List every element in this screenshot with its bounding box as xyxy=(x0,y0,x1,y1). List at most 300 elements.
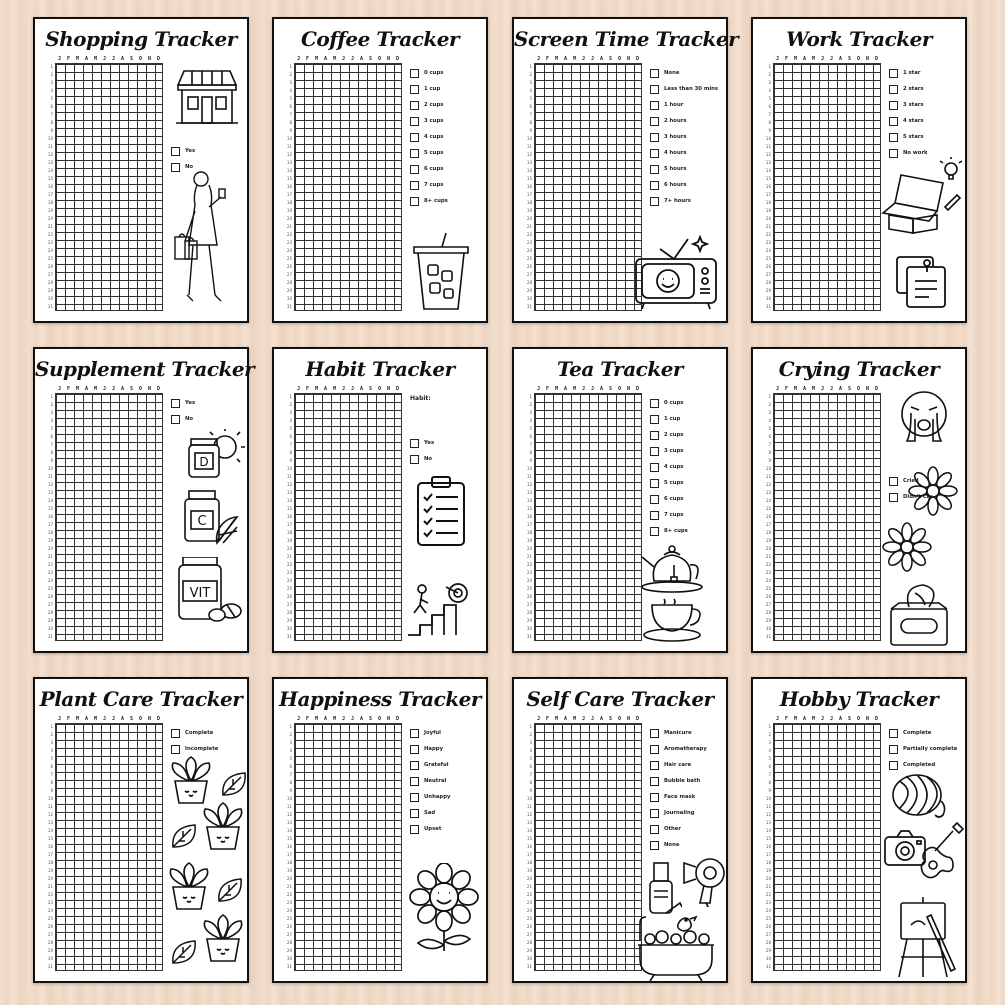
day-number: 16 xyxy=(765,184,771,189)
month-label: M xyxy=(93,56,97,62)
day-number: 20 xyxy=(765,546,771,551)
month-label: N xyxy=(147,716,151,722)
legend-option[interactable] xyxy=(650,805,726,821)
teacup-icon xyxy=(642,597,706,643)
legend-option[interactable] xyxy=(650,145,726,161)
month-label: F xyxy=(545,386,549,392)
day-number: 16 xyxy=(526,184,532,189)
legend-option[interactable] xyxy=(171,395,247,411)
month-label: N xyxy=(626,386,630,392)
month-label: J xyxy=(829,386,833,392)
day-number: 25 xyxy=(526,586,532,591)
day-number: 30 xyxy=(526,296,532,301)
month-label: D xyxy=(874,56,878,62)
card-title: Tea Tracker xyxy=(557,357,683,381)
legend-checkbox[interactable] xyxy=(171,415,180,424)
legend-option[interactable] xyxy=(650,65,726,81)
day-number: 31 xyxy=(526,304,532,309)
legend-option[interactable] xyxy=(410,161,486,177)
day-number: 9 xyxy=(289,458,292,463)
legend-checkbox[interactable] xyxy=(171,399,180,408)
legend-option[interactable] xyxy=(650,113,726,129)
legend-checkbox[interactable] xyxy=(410,165,419,174)
shopping-woman-icon xyxy=(171,167,231,317)
legend-option[interactable] xyxy=(410,113,486,129)
legend-label: No work xyxy=(903,150,928,156)
legend-label: 1 hour xyxy=(664,102,684,108)
day-number: 14 xyxy=(765,498,771,503)
day-number: 31 xyxy=(526,964,532,969)
legend-checkbox[interactable] xyxy=(650,69,659,78)
day-number: 14 xyxy=(47,498,53,503)
legend-checkbox[interactable] xyxy=(410,85,419,94)
legend xyxy=(650,65,726,209)
month-label: M xyxy=(75,716,79,722)
legend-option[interactable] xyxy=(410,435,486,451)
month-header xyxy=(534,386,642,393)
legend-checkbox[interactable] xyxy=(650,777,659,786)
legend-option[interactable] xyxy=(410,805,486,821)
legend-label: 1 cup xyxy=(664,416,681,422)
leaf-icon xyxy=(169,821,199,851)
day-number: 21 xyxy=(47,224,53,229)
legend-option[interactable] xyxy=(650,475,726,491)
tracking-grid[interactable] xyxy=(534,63,642,311)
tracking-grid[interactable] xyxy=(55,393,163,641)
legend-option[interactable] xyxy=(889,741,965,757)
card-title: Habit Tracker xyxy=(305,357,455,381)
legend-option[interactable] xyxy=(650,97,726,113)
legend-label: 1 cup xyxy=(424,86,441,92)
day-number: 26 xyxy=(47,924,53,929)
flower-icon xyxy=(881,521,933,573)
day-number: 1 xyxy=(289,724,292,729)
day-numbers xyxy=(757,63,771,311)
stairs-goal-icon xyxy=(406,581,476,637)
legend-checkbox[interactable] xyxy=(410,439,419,448)
day-number: 26 xyxy=(286,594,292,599)
legend-checkbox[interactable] xyxy=(410,745,419,754)
month-label: S xyxy=(847,716,851,722)
month-header xyxy=(294,386,402,393)
legend-checkbox[interactable] xyxy=(410,825,419,834)
month-label: O xyxy=(856,56,860,62)
day-number: 28 xyxy=(286,940,292,945)
legend-option[interactable] xyxy=(650,81,726,97)
legend-checkbox[interactable] xyxy=(650,495,659,504)
legend-checkbox[interactable] xyxy=(171,745,180,754)
month-label: A xyxy=(599,716,603,722)
day-numbers xyxy=(278,393,292,641)
day-number: 22 xyxy=(286,232,292,237)
month-label: J xyxy=(111,716,115,722)
legend-checkbox[interactable] xyxy=(410,117,419,126)
day-number: 18 xyxy=(765,530,771,535)
tracking-grid[interactable] xyxy=(294,63,402,311)
legend-option[interactable] xyxy=(410,81,486,97)
legend-option[interactable] xyxy=(410,129,486,145)
legend-checkbox[interactable] xyxy=(650,431,659,440)
legend-checkbox[interactable] xyxy=(650,527,659,536)
day-number: 2 xyxy=(50,732,53,737)
legend-option[interactable] xyxy=(171,725,247,741)
legend-checkbox[interactable] xyxy=(650,761,659,770)
day-number: 4 xyxy=(289,748,292,753)
month-label: J xyxy=(590,56,594,62)
day-number: 17 xyxy=(526,192,532,197)
month-label: S xyxy=(847,56,851,62)
legend-option[interactable] xyxy=(650,177,726,193)
legend-checkbox[interactable] xyxy=(650,463,659,472)
legend-option[interactable] xyxy=(410,821,486,837)
month-label: O xyxy=(617,716,621,722)
day-number: 22 xyxy=(526,892,532,897)
day-number: 17 xyxy=(765,852,771,857)
legend xyxy=(889,725,965,773)
legend-label: Journaling xyxy=(664,810,695,816)
legend-checkbox[interactable] xyxy=(410,777,419,786)
legend-checkbox[interactable] xyxy=(650,729,659,738)
month-label: O xyxy=(377,56,381,62)
day-number: 14 xyxy=(47,828,53,833)
legend-option[interactable] xyxy=(650,837,726,853)
legend-checkbox[interactable] xyxy=(171,147,180,156)
legend-option[interactable] xyxy=(410,177,486,193)
day-number: 15 xyxy=(526,836,532,841)
day-number: 15 xyxy=(526,506,532,511)
day-number: 8 xyxy=(50,780,53,785)
day-number: 5 xyxy=(50,756,53,761)
legend-option[interactable] xyxy=(650,459,726,475)
legend-option[interactable] xyxy=(650,395,726,411)
legend-option[interactable] xyxy=(650,427,726,443)
legend-option[interactable] xyxy=(889,65,965,81)
card-title: Screen Time Tracker xyxy=(514,27,739,51)
day-number: 5 xyxy=(50,96,53,101)
tracking-grid[interactable] xyxy=(294,723,402,971)
legend-label: Didn't Cry xyxy=(903,494,933,500)
day-number: 8 xyxy=(768,780,771,785)
legend-checkbox[interactable] xyxy=(650,149,659,158)
day-number: 18 xyxy=(765,860,771,865)
legend-option[interactable] xyxy=(889,81,965,97)
legend-checkbox[interactable] xyxy=(889,477,898,486)
legend-option[interactable] xyxy=(650,757,726,773)
day-number: 23 xyxy=(47,570,53,575)
day-number: 22 xyxy=(286,562,292,567)
legend-option[interactable] xyxy=(650,725,726,741)
day-number: 29 xyxy=(765,288,771,293)
legend-option[interactable] xyxy=(889,97,965,113)
day-number: 17 xyxy=(47,522,53,527)
legend-option[interactable] xyxy=(410,451,486,467)
month-label: J xyxy=(581,716,585,722)
month-label: A xyxy=(359,56,363,62)
day-number: 7 xyxy=(768,112,771,117)
legend-checkbox[interactable] xyxy=(410,793,419,802)
month-label: M xyxy=(314,386,318,392)
day-number: 19 xyxy=(47,868,53,873)
tracking-grid[interactable] xyxy=(534,723,642,971)
legend-checkbox[interactable] xyxy=(410,133,419,142)
day-number: 22 xyxy=(765,232,771,237)
day-number: 17 xyxy=(47,852,53,857)
legend-checkbox[interactable] xyxy=(171,729,180,738)
day-number: 20 xyxy=(286,216,292,221)
legend-checkbox[interactable] xyxy=(410,101,419,110)
day-number: 7 xyxy=(529,112,532,117)
legend-checkbox[interactable] xyxy=(889,729,898,738)
legend-option[interactable] xyxy=(889,129,965,145)
legend-option[interactable] xyxy=(410,757,486,773)
day-number: 1 xyxy=(50,394,53,399)
day-number: 11 xyxy=(47,474,53,479)
month-label: J xyxy=(536,386,540,392)
day-number: 1 xyxy=(529,394,532,399)
legend xyxy=(410,65,486,209)
day-number: 15 xyxy=(765,506,771,511)
legend-label: Cried xyxy=(903,478,919,484)
legend-option[interactable] xyxy=(171,143,247,159)
legend-checkbox[interactable] xyxy=(410,69,419,78)
day-number: 21 xyxy=(286,554,292,559)
day-number: 6 xyxy=(289,104,292,109)
day-number: 6 xyxy=(768,434,771,439)
legend-checkbox[interactable] xyxy=(650,825,659,834)
yarn-icon xyxy=(889,771,949,819)
legend-checkbox[interactable] xyxy=(650,479,659,488)
succulent-icon xyxy=(167,755,215,807)
legend-checkbox[interactable] xyxy=(410,181,419,190)
tracking-grid[interactable] xyxy=(773,723,881,971)
legend-label: Hair care xyxy=(664,762,692,768)
legend-checkbox[interactable] xyxy=(650,165,659,174)
bathtub-icon xyxy=(634,915,718,981)
day-number: 9 xyxy=(289,788,292,793)
legend-option[interactable] xyxy=(410,145,486,161)
legend-option[interactable] xyxy=(650,443,726,459)
day-number: 6 xyxy=(289,764,292,769)
day-numbers xyxy=(518,723,532,971)
month-label: O xyxy=(138,716,142,722)
month-label: J xyxy=(775,386,779,392)
day-number: 21 xyxy=(765,884,771,889)
tracking-grid[interactable] xyxy=(534,393,642,641)
legend-checkbox[interactable] xyxy=(889,133,898,142)
legend-checkbox[interactable] xyxy=(889,493,898,502)
legend-checkbox[interactable] xyxy=(410,455,419,464)
legend-option[interactable] xyxy=(410,97,486,113)
day-number: 18 xyxy=(286,530,292,535)
day-number: 1 xyxy=(289,394,292,399)
day-number: 4 xyxy=(529,88,532,93)
legend-checkbox[interactable] xyxy=(889,761,898,770)
legend-checkbox[interactable] xyxy=(650,85,659,94)
day-number: 24 xyxy=(526,908,532,913)
legend-option[interactable] xyxy=(410,193,486,209)
month-label: S xyxy=(608,716,612,722)
legend-checkbox[interactable] xyxy=(650,101,659,110)
day-number: 26 xyxy=(765,924,771,929)
day-number: 12 xyxy=(765,152,771,157)
month-label: N xyxy=(626,716,630,722)
legend-checkbox[interactable] xyxy=(650,181,659,190)
legend xyxy=(650,725,726,853)
tissue-box-icon xyxy=(887,581,951,649)
legend-option[interactable] xyxy=(410,789,486,805)
month-label: J xyxy=(350,56,354,62)
legend-checkbox[interactable] xyxy=(889,117,898,126)
month-label: M xyxy=(314,56,318,62)
day-number: 15 xyxy=(765,176,771,181)
month-label: N xyxy=(386,716,390,722)
legend-option[interactable] xyxy=(650,411,726,427)
legend-option[interactable] xyxy=(650,129,726,145)
day-number: 13 xyxy=(47,160,53,165)
day-number: 15 xyxy=(765,836,771,841)
month-label: F xyxy=(66,56,70,62)
day-number: 10 xyxy=(286,136,292,141)
month-label: D xyxy=(635,56,639,62)
month-label: J xyxy=(57,716,61,722)
tracking-grid[interactable] xyxy=(773,63,881,311)
leaf-icon xyxy=(169,937,199,967)
legend-checkbox[interactable] xyxy=(650,197,659,206)
day-number: 15 xyxy=(286,176,292,181)
legend-option[interactable] xyxy=(889,725,965,741)
legend-checkbox[interactable] xyxy=(889,69,898,78)
day-number: 13 xyxy=(765,160,771,165)
legend-checkbox[interactable] xyxy=(650,511,659,520)
legend-option[interactable] xyxy=(650,821,726,837)
day-numbers xyxy=(757,723,771,971)
legend-checkbox[interactable] xyxy=(650,745,659,754)
month-label: J xyxy=(102,56,106,62)
month-label: M xyxy=(332,716,336,722)
legend-checkbox[interactable] xyxy=(650,117,659,126)
legend-option[interactable] xyxy=(410,65,486,81)
month-label: J xyxy=(111,56,115,62)
day-number: 30 xyxy=(286,956,292,961)
legend-checkbox[interactable] xyxy=(650,793,659,802)
month-label: J xyxy=(57,56,61,62)
card-title: Happiness Tracker xyxy=(279,687,481,711)
month-label: M xyxy=(793,386,797,392)
day-number: 13 xyxy=(526,820,532,825)
tracking-grid[interactable] xyxy=(773,393,881,641)
day-number: 28 xyxy=(47,610,53,615)
legend-option[interactable] xyxy=(650,507,726,523)
legend-checkbox[interactable] xyxy=(889,101,898,110)
month-label: N xyxy=(865,716,869,722)
legend-checkbox[interactable] xyxy=(650,447,659,456)
legend-option[interactable] xyxy=(410,741,486,757)
legend-checkbox[interactable] xyxy=(410,149,419,158)
legend-checkbox[interactable] xyxy=(410,809,419,818)
day-number: 5 xyxy=(289,96,292,101)
day-number: 23 xyxy=(765,240,771,245)
day-number: 29 xyxy=(526,288,532,293)
day-number: 25 xyxy=(47,586,53,591)
day-number: 7 xyxy=(529,442,532,447)
month-label: J xyxy=(829,716,833,722)
day-number: 1 xyxy=(768,394,771,399)
legend-option[interactable] xyxy=(650,491,726,507)
month-label: A xyxy=(802,386,806,392)
day-number: 19 xyxy=(286,868,292,873)
day-number: 25 xyxy=(765,586,771,591)
legend-checkbox[interactable] xyxy=(650,399,659,408)
month-label: F xyxy=(784,386,788,392)
month-label: A xyxy=(120,56,124,62)
day-number: 30 xyxy=(526,626,532,631)
legend-checkbox[interactable] xyxy=(650,415,659,424)
day-number: 3 xyxy=(768,740,771,745)
day-number: 11 xyxy=(47,144,53,149)
day-number: 1 xyxy=(289,64,292,69)
legend-option[interactable] xyxy=(410,773,486,789)
day-number: 29 xyxy=(47,618,53,623)
day-number: 15 xyxy=(526,176,532,181)
day-number: 2 xyxy=(529,732,532,737)
day-number: 8 xyxy=(50,120,53,125)
day-number: 9 xyxy=(289,128,292,133)
legend-checkbox[interactable] xyxy=(650,133,659,142)
legend-checkbox[interactable] xyxy=(650,809,659,818)
day-number: 30 xyxy=(765,296,771,301)
tracking-grid[interactable] xyxy=(294,393,402,641)
legend-option[interactable] xyxy=(650,161,726,177)
legend-checkbox[interactable] xyxy=(410,729,419,738)
day-number: 29 xyxy=(526,948,532,953)
legend-option[interactable] xyxy=(889,113,965,129)
legend-checkbox[interactable] xyxy=(889,745,898,754)
month-label: M xyxy=(811,716,815,722)
month-label: M xyxy=(572,386,576,392)
legend-option[interactable] xyxy=(171,411,247,427)
legend-option[interactable] xyxy=(650,789,726,805)
legend-option[interactable] xyxy=(650,773,726,789)
day-number: 21 xyxy=(526,884,532,889)
legend-option[interactable] xyxy=(410,725,486,741)
month-label: S xyxy=(129,56,133,62)
legend-option[interactable] xyxy=(650,741,726,757)
month-label: N xyxy=(626,56,630,62)
day-number: 10 xyxy=(47,796,53,801)
day-number: 5 xyxy=(768,426,771,431)
day-number: 26 xyxy=(526,594,532,599)
legend-option[interactable] xyxy=(650,193,726,209)
month-header xyxy=(773,716,881,723)
day-number: 19 xyxy=(526,538,532,543)
day-number: 15 xyxy=(47,836,53,841)
legend-checkbox[interactable] xyxy=(410,761,419,770)
day-number: 15 xyxy=(286,506,292,511)
legend-checkbox[interactable] xyxy=(410,197,419,206)
tracking-grid[interactable] xyxy=(55,723,163,971)
day-number: 17 xyxy=(765,522,771,527)
succulent-icon xyxy=(165,861,213,913)
tracking-grid[interactable] xyxy=(55,63,163,311)
month-label: J xyxy=(820,56,824,62)
day-number: 17 xyxy=(526,522,532,527)
day-number: 30 xyxy=(526,956,532,961)
month-label: J xyxy=(341,56,345,62)
legend xyxy=(171,395,247,427)
day-number: 26 xyxy=(526,264,532,269)
legend-checkbox[interactable] xyxy=(650,841,659,850)
legend-checkbox[interactable] xyxy=(889,85,898,94)
